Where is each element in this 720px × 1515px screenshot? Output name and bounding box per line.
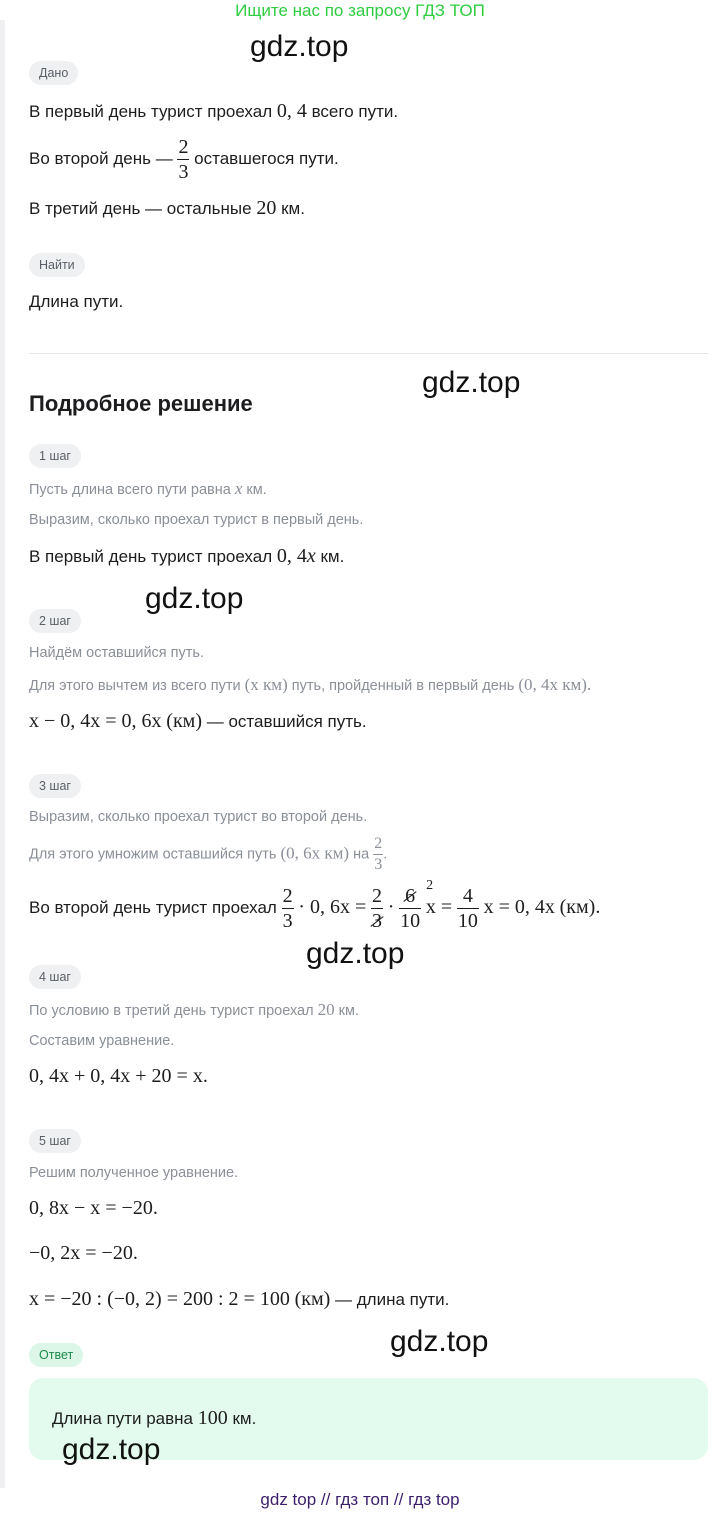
step-5-eq-3: x = −20 : (−0, 2) = 200 : 2 = 100 (км) — длина пути. <box>29 1288 450 1310</box>
answer-chip: Ответ <box>29 1343 83 1367</box>
fraction: $\frac{2}{3}$ <box>371 885 382 932</box>
step-2-chip: 2 шаг <box>29 609 81 633</box>
find-chip: Найти <box>29 253 85 277</box>
given-chip: Дано <box>29 61 78 85</box>
watermark: gdz.top <box>422 366 521 399</box>
step-2-line-b: Для этого вычтем из всего пути (x км) путь, пройденный в первый день (0, 4x км). <box>29 675 592 694</box>
fraction: 6 2 10 <box>400 878 434 932</box>
step-4-line-b: Составим уравнение. <box>29 1033 175 1049</box>
watermark: gdz.top <box>145 582 244 615</box>
cancelled-digit: 6 <box>405 885 416 907</box>
left-border <box>0 20 5 1488</box>
given-line-3: В третий день — остальные 20 км. <box>29 197 305 219</box>
step-2-line-a: Найдём оставшийся путь. <box>29 645 205 661</box>
fraction: $\frac{2}{3}$ <box>178 136 189 183</box>
step-3-line-b: Для этого умножим оставшийся путь (0, 6x км) на $\frac{2}{3}$ . <box>29 835 388 873</box>
step-4-chip: 4 шаг <box>29 965 81 989</box>
watermark: gdz.top <box>62 1433 161 1466</box>
watermark: gdz.top <box>306 937 405 970</box>
step-4-line-a: По условию в третий день турист проехал 20 км. <box>29 1000 359 1019</box>
step-3-chip: 3 шаг <box>29 774 81 798</box>
step-2-line-c: x − 0, 4x = 0, 6x (км) — оставшийся путь. <box>29 710 367 732</box>
solution-title: Подробное решение <box>29 391 253 416</box>
fraction: $\frac{2}{3}$ <box>282 885 293 932</box>
divider <box>29 353 708 354</box>
step-3-line-a: Выразим, сколько проехал турист во второй день. <box>29 809 368 825</box>
footer-links[interactable]: gdz top // гдз топ // гдз top <box>260 1490 460 1509</box>
find-text: Длина пути. <box>29 292 124 311</box>
step-1-line-b: Выразим, сколько проехал турист в первый день. <box>29 512 364 528</box>
given-line-1: В первый день турист проехал 0, 4 всего пути. <box>29 100 399 122</box>
step-5-chip: 5 шаг <box>29 1129 81 1153</box>
fraction: $\frac{4}{10}$ <box>457 885 478 932</box>
step-1-line-c: В первый день турист проехал 0, 4x км. <box>29 545 345 567</box>
watermark: gdz.top <box>250 30 349 63</box>
step-5-eq-1: 0, 8x − x = −20. <box>29 1197 158 1219</box>
step-1-line-a: Пусть длина всего пути равна x км. <box>29 479 267 498</box>
step-5-eq-2: −0, 2x = −20. <box>29 1242 138 1264</box>
step-5-line-a: Решим полученное уравнение. <box>29 1165 239 1181</box>
fraction: $\frac{2}{3}$ <box>374 835 383 873</box>
step-1-chip: 1 шаг <box>29 444 81 468</box>
watermark: gdz.top <box>390 1325 489 1358</box>
step-3-line-c: Во второй день турист проехал $\frac{2}{3}$ · 0, 6x = $\frac{2}{3}$ · 6 2 10 x = $\frac{4}{10}$ x = 0, 4x (км). <box>29 878 601 932</box>
cancelled-digit: 3 <box>371 910 382 932</box>
search-banner[interactable]: Ищите нас по запросу ГДЗ ТОП <box>235 1 485 20</box>
answer-text: Длина пути равна 100 км. <box>52 1407 257 1429</box>
step-4-line-c: 0, 4x + 0, 4x + 20 = x. <box>29 1065 208 1087</box>
given-line-2: Во второй день — $\frac{2}{3}$ оставшегося пути. <box>29 136 339 183</box>
